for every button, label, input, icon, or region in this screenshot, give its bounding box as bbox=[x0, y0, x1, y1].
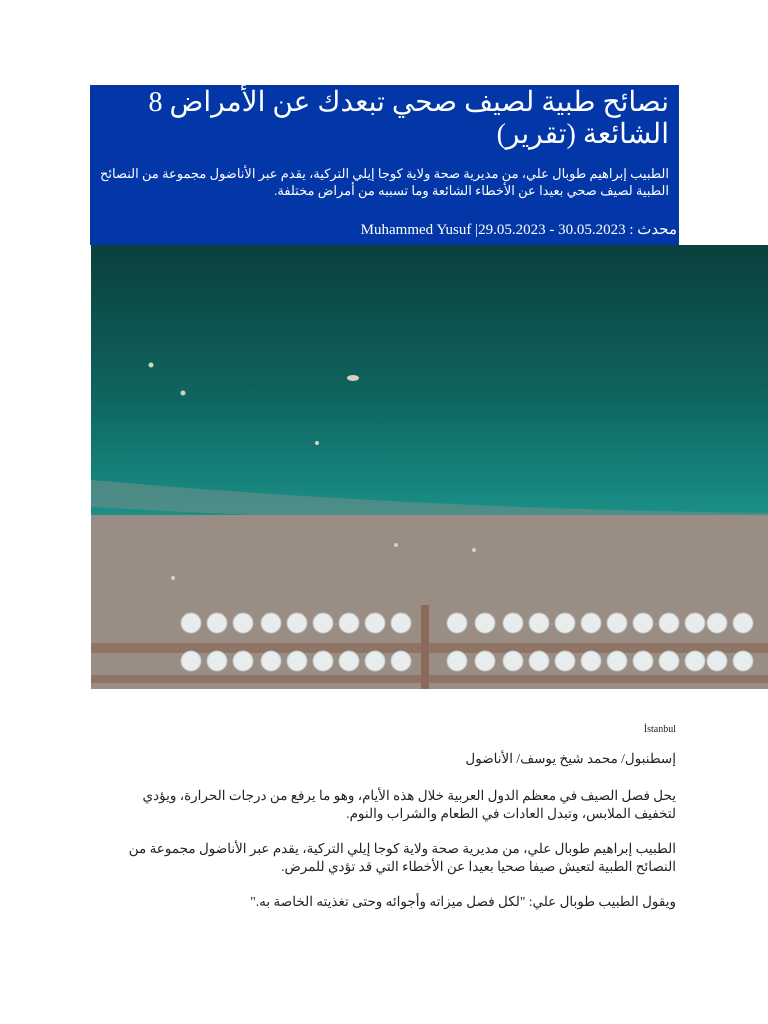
umbrella-shape bbox=[659, 613, 679, 633]
umbrella-shape bbox=[233, 613, 253, 633]
article-meta: Muhammed Yusuf |29.05.2023 - 30.05.2023 : محدث bbox=[360, 222, 677, 238]
umbrella-shape bbox=[529, 613, 549, 633]
umbrella-shape bbox=[207, 651, 227, 671]
article-lede: الطبيب إبراهيم طوبال علي، من مديرية صحة ولاية كوجا إيلي التركية، يقدم عبر الأناضول مجموعة من النصائح الطبية لصيف صحي بعيدا عن الأخطاء الشائعة وما تسببه من أمراض مختلفة. bbox=[99, 166, 669, 198]
umbrella-shape bbox=[659, 651, 679, 671]
umbrella-shape bbox=[365, 651, 385, 671]
umbrella-shape bbox=[287, 651, 307, 671]
umbrella-shape bbox=[391, 613, 411, 633]
umbrella-shape bbox=[581, 651, 601, 671]
umbrella-shape bbox=[633, 613, 653, 633]
umbrella-shape bbox=[261, 613, 281, 633]
paragraph: الطبيب إبراهيم طوبال علي، من مديرية صحة ولاية كوجا إيلي التركية، يقدم عبر الأناضول مجموعة من النصائح الطبية لتعيش صيفا صحيا بعيدا عن الأخطاء التي قد تؤدي للمرض. bbox=[128, 841, 676, 874]
umbrella-shape bbox=[707, 613, 727, 633]
umbrella-shape bbox=[181, 651, 201, 671]
umbrella-shape bbox=[475, 613, 495, 633]
umbrella-shape bbox=[391, 651, 411, 671]
umbrella-shape bbox=[733, 613, 753, 633]
umbrella-shape bbox=[581, 613, 601, 633]
umbrella-shape bbox=[685, 651, 705, 671]
umbrella-shape bbox=[447, 613, 467, 633]
umbrella-shape bbox=[475, 651, 495, 671]
beach-aerial-photo bbox=[91, 245, 768, 689]
umbrella-shape bbox=[503, 613, 523, 633]
umbrella-shape bbox=[633, 651, 653, 671]
paragraph: ويقول الطبيب طوبال علي: "لكل فصل ميزاته وأجوائه وحتى تغذيته الخاصة به." bbox=[250, 894, 676, 909]
umbrella-shape bbox=[313, 613, 333, 633]
umbrella-shape bbox=[181, 613, 201, 633]
umbrella-shape bbox=[685, 613, 705, 633]
umbrella-shape bbox=[365, 613, 385, 633]
umbrella-shape bbox=[503, 651, 523, 671]
umbrella-shape bbox=[447, 651, 467, 671]
umbrella-shape bbox=[207, 613, 227, 633]
umbrella-shape bbox=[555, 613, 575, 633]
umbrella-shape bbox=[233, 651, 253, 671]
dateline: إسطنبول/ محمد شيخ يوسف/ الأناضول bbox=[465, 751, 676, 766]
paragraph: يحل فصل الصيف في معظم الدول العربية خلال هذه الأيام، وهو ما يرفع من درجات الحرارة، ويؤدي لتخفيف الملابس، وتبدل العادات في الطعام والشراب والنوم. bbox=[142, 788, 676, 821]
umbrella-shape bbox=[555, 651, 575, 671]
photo-caption: İstanbul bbox=[643, 724, 676, 735]
umbrella-shape bbox=[313, 651, 333, 671]
umbrella-shape bbox=[607, 651, 627, 671]
umbrella-shape bbox=[733, 651, 753, 671]
umbrella-shape bbox=[261, 651, 281, 671]
umbrella-shape bbox=[529, 651, 549, 671]
umbrella-shape bbox=[339, 613, 359, 633]
article-title: نصائح طبية لصيف صحي تبعدك عن الأمراض 8 الشائعة (تقرير) bbox=[148, 87, 669, 150]
umbrella-shape bbox=[339, 651, 359, 671]
umbrella-shape bbox=[287, 613, 307, 633]
umbrella-shape bbox=[707, 651, 727, 671]
umbrella-shape bbox=[607, 613, 627, 633]
article-header bbox=[90, 85, 679, 245]
